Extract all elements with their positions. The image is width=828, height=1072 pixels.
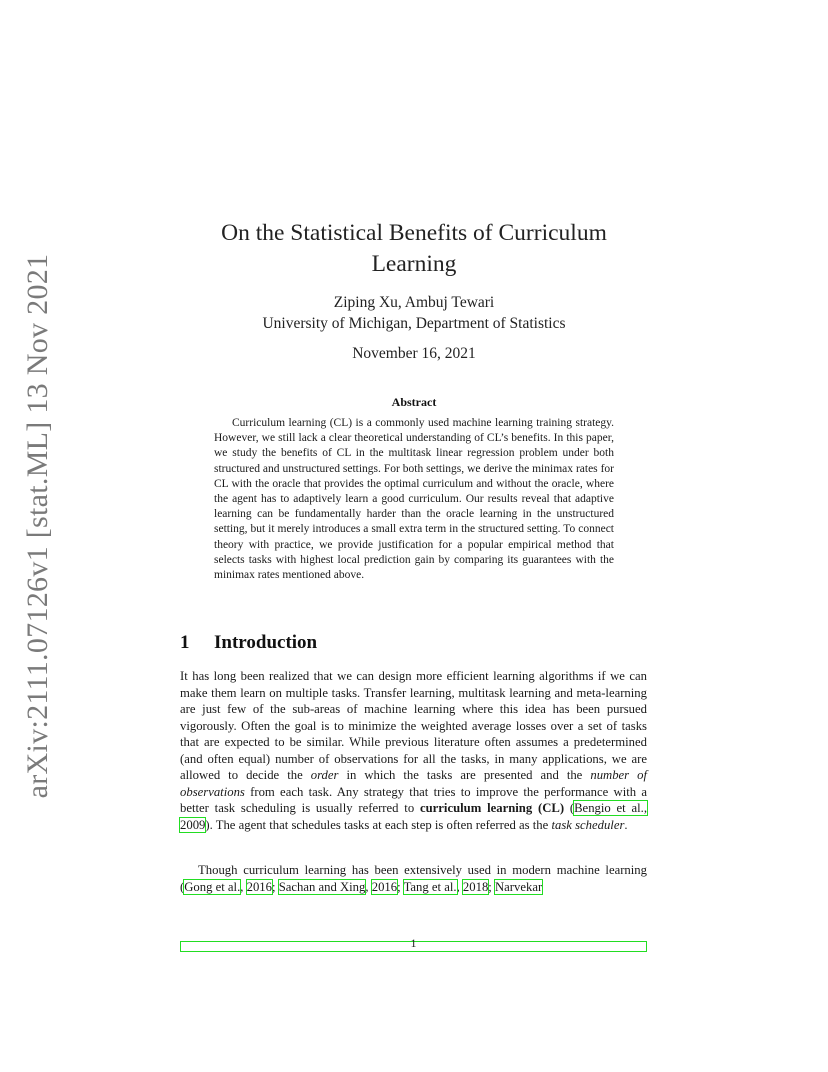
arxiv-identifier-stamp: arXiv:2111.07126v1 [stat.ML] 13 Nov 2021 xyxy=(21,253,54,799)
section-number: 1 xyxy=(180,632,190,653)
paper-title: On the Statistical Benefits of Curriculum Learning xyxy=(221,220,607,277)
citation-link-sachan[interactable]: Sachan and Xing xyxy=(278,879,366,894)
citation-link-tang[interactable]: Tang et al. xyxy=(403,879,457,894)
citation-link-gong[interactable]: Gong et al. xyxy=(184,879,241,894)
author-block xyxy=(180,292,648,334)
citation-link-tang-year[interactable]: 2018 xyxy=(462,879,489,894)
footnote-link-box[interactable] xyxy=(180,936,647,952)
paper-date: November 16, 2021 xyxy=(352,345,476,362)
page-number: 1 xyxy=(410,936,417,950)
abstract-text: Curriculum learning (CL) is a commonly used machine learning training strategy. However, we still lack a clear theoretical understanding of CL’s benefits. In this paper, we study the benefits of CL in the multitask linear regression problem under both structured and unstructured settings. For both settings, we derive the minimax rates for CL with the oracle that provides the optimal curriculum and without the oracle, where the agent has to adaptively learn a good curriculum. Our results reveal that adaptive learning can be fundamentally harder than the oracle learning in the unstructured setting, but it merely introduces a small extra term in the structured setting. To connect theory with practice, we provide justification for a popular empirical method that selects tasks with highest local prediction gain by comparing its guarantees with the minimax rates mentioned above. xyxy=(214,417,614,582)
intro-paragraph-1: It has long been realized that we can design more efficient learning algorithms if we can make them learn on multiple tasks. Transfer learning, multitask learning and meta-learning are just few of the sub-areas of machine learning where this idea has been pursued vigorously. Often the goal is to minimize the weighted average losses over a set of tasks that are expected to be similar. While previous literature often assumes a predetermined (and often equal) number of observations for all the tasks, in many applications, we are allowed to decide the order in which the tasks are presented and the number of observations from each task. Any strategy that tries to improve the performance with a better task scheduling is usually referred to curriculum learning (CL) (Bengio et al., 2009). The agent that schedules tasks at each step is often referred as the task scheduler. xyxy=(180,669,647,832)
citation-link-narvekar[interactable]: Narvekar xyxy=(495,879,543,894)
abstract-heading: Abstract xyxy=(391,395,437,409)
term-curriculum-learning: curriculum learning (CL) xyxy=(419,801,565,815)
citation-link-bengio-year[interactable]: 2009 xyxy=(180,817,206,832)
emphasis-number-of-observations: number of observations xyxy=(180,768,647,799)
section-heading xyxy=(180,632,317,654)
citation-link-gong-year[interactable]: 2016 xyxy=(246,879,272,894)
emphasis-scheduler: scheduler xyxy=(575,817,625,832)
citation-link-sachan-year[interactable]: 2016 xyxy=(371,879,398,894)
author-affiliation: University of Michigan, Department of Statistics xyxy=(262,315,566,332)
emphasis-task: task xyxy=(551,817,572,832)
intro-paragraph-2: Though curriculum learning has been extensively used in modern machine learning (Gong et al., 2016; Sachan and Xing, 2016; Tang et al., 2018; Narvekar xyxy=(180,863,647,894)
citation-link-bengio[interactable]: Bengio et al., xyxy=(574,801,647,815)
emphasis-order: order xyxy=(310,768,339,782)
author-names: Ziping Xu, Ambuj Tewari xyxy=(333,294,495,311)
section-title: Introduction xyxy=(214,632,318,653)
